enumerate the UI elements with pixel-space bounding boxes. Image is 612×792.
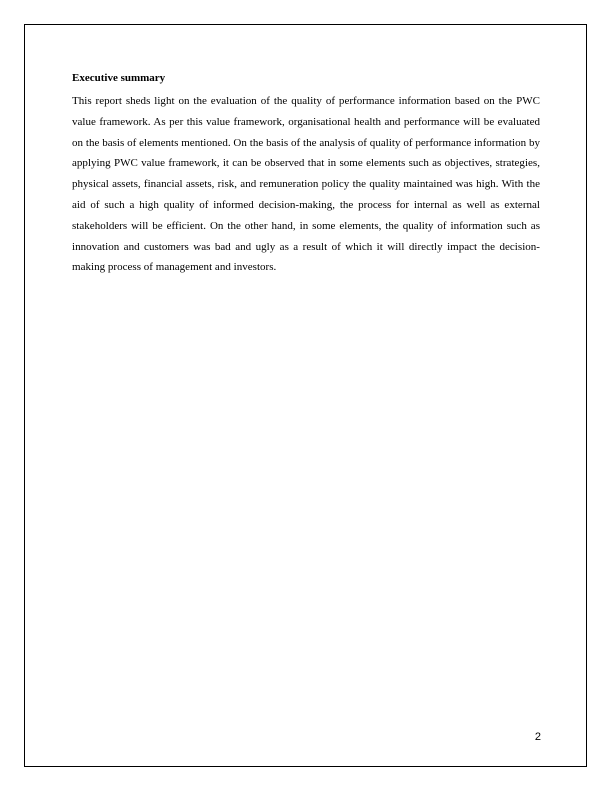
section-heading: Executive summary: [72, 72, 166, 84]
document-content: [72, 71, 540, 278]
body-paragraph: This report sheds light on the evaluation of the quality of performance information based on the PWC value framework. As per this value framework, organisational health and performance will be evaluated on the basis of elements mentioned. On the basis of the analysis of quality of performance information by applying PWC value framework, it can be observed that in some elements such as objectives, strategies, physical assets, financial assets, risk, and remuneration policy the quality maintained was high. With the aid of such a high quality of informed decision-making, the process for internal as well as external stakeholders will be efficient. On the other hand, in some elements, the quality of information such as innovation and customers was bad and ugly as a result of which it will directly impact the decision-making process of management and investors.: [72, 95, 540, 274]
page-number: 2: [534, 731, 541, 743]
